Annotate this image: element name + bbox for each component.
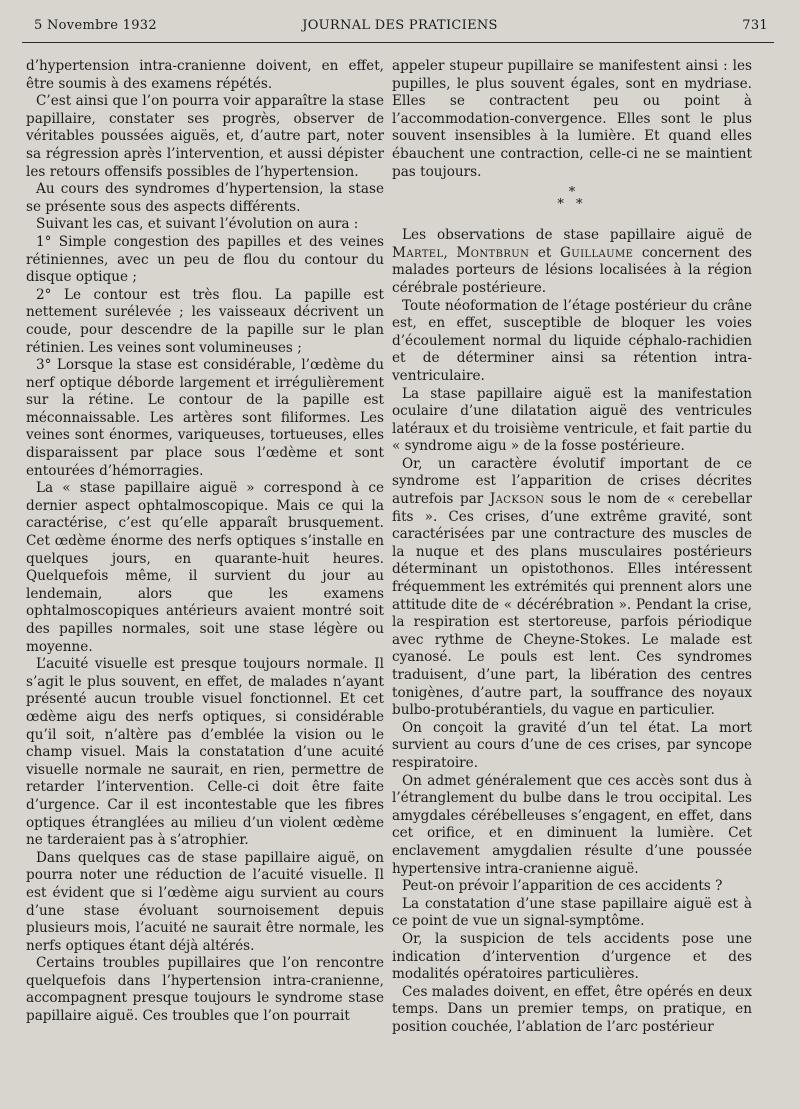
header-rule — [22, 42, 774, 43]
paragraph: Certains troubles pupillaires que l’on rencontre quelquefois dans l’hypertension intra-cranienne, accompagnent presque toujours le syndrome stase papillaire aiguë. Ces troubles que l’on pourrait — [26, 955, 384, 1025]
observations-conjunction: et — [537, 244, 552, 261]
paragraph: Au cours des syndromes d’hypertension, la stase se présente sous des aspects différents. — [26, 181, 384, 215]
separator-bottom: * * — [557, 197, 587, 213]
author-montbrun: Montbrun — [456, 244, 530, 261]
list-item: 2° Le contour est très flou. La papille est nettement surélevée ; les vaisseaux décrivent un coude, pour descendre de la papille sur le plan rétinien. Les veines sont volumineuses ; — [26, 286, 384, 356]
paragraph: On conçoit la gravité d’un tel état. La mort survient au cours d’une de ces crises, par syncope respiratoire. — [392, 719, 752, 771]
paragraph: La stase papillaire aiguë est la manifestation oculaire d’une dilatation aiguë des ventricules latéraux et du troisième ventricule, et fait partie du « syndrome aigu » de la fosse postérieure. — [392, 385, 752, 455]
paragraph: Ces malades doivent, en effet, être opérés en deux temps. Dans un premier temps, on pratique, en position couchée, l’ablation de l’arc postérieur — [392, 983, 752, 1035]
paragraph-jackson — [392, 456, 752, 720]
author-martel: Martel — [392, 244, 444, 261]
section-separator — [392, 187, 752, 211]
paragraph-observations: Les observations de stase papillaire aiguë de Martel, Montbrun et Guillaume concernent des malades porteurs de lésions localisées à la région cérébrale postérieure. — [392, 227, 752, 296]
paragraph: C’est ainsi que l’on pourra voir apparaître la stase papillaire, constater ses progrès, observer de véritables poussées aiguës, et, d’autre part, noter sa régression après l’intervention, et aussi dépister les retours offensifs possibles de l’hypertension. — [26, 93, 384, 180]
paragraph: L’acuité visuelle est presque toujours normale. Il s’agit le plus souvent, en effet, de malades n’ayant présenté aucun trouble visuel fonctionnel. Et cet œdème aigu des nerfs optiques, si considérable qu’il soit, n’altère pas d’emblée la vision ou le champ visuel. Mais la constatation d’une acuité visuelle normale ne saurait, en rien, permettre de retarder l’intervention. Celle-ci doit être faite d’urgence. Car il est incontestable que les fibres optiques étranglées au milieu d’un violent œdème ne tarderaient pas à s’atrophier. — [26, 656, 384, 849]
author-jackson: Jackson — [489, 491, 545, 508]
separator-top: * — [568, 185, 576, 201]
paragraph: Peut-on prévoir l’apparition de ces accidents ? — [402, 878, 723, 895]
paragraph: On admet généralement que ces accès sont dus à l’étranglement du bulbe dans le trou occipital. Les amygdales cérébelleuses s’engagent, en effet, dans cet orifice, et en diminuent la lumière. Cet enclavement amygdalien résulte d’une poussée hypertensive intra-cranienne aiguë. — [392, 772, 752, 877]
paragraph: Dans quelques cas de stase papillaire aiguë, on pourra noter une réduction de l’acuité visuelle. Il est évident que si l’œdème aigu survient au cours d’une stase évoluant sournoisement depuis plusieurs mois, l’acuité ne saurait être normale, les nerfs optiques étant déjà altérés. — [26, 849, 384, 954]
paragraph: La constatation d’une stase papillaire aiguë est à ce point de vue un signal-symptôme. — [392, 895, 752, 930]
list-item: 1° Simple congestion des papilles et des veines rétiniennes, avec un peu de flou du contour du disque optique ; — [26, 233, 384, 286]
author-guillaume: Guillaume — [559, 244, 634, 261]
paragraph: Toute néoformation de l’étage postérieur du crâne est, en effet, susceptible de bloquer les voies d’écoulement normal du liquide céphalo-rachidien et de déterminer ainsi sa rétention intra-ventriculaire. — [392, 297, 752, 384]
page-number: 731 — [742, 18, 768, 33]
paragraph: La « stase papillaire aiguë » correspond à ce dernier aspect ophtalmoscopique. Mais ce qui la caractérise, c’est qu’elle apparaît brusquement. Cet œdème énorme des nerfs optiques s’installe en quelques jours, en quarante-huit heures. Quelquefois même, il survient du jour au lendemain, alors que les examens ophtalmoscopiques antérieurs avaient montré soit des papilles normales, soit une stase légère ou moyenne. — [26, 480, 384, 655]
journal-title: JOURNAL DES PRATICIENS — [302, 18, 498, 33]
page-header — [30, 18, 770, 40]
paragraph: Suivant les cas, et suivant l’évolution on aura : — [36, 216, 359, 233]
jackson-text: Or, un caractère évolutif important de ce syndrome est l’apparition de crises décrites autrefois par — [392, 455, 752, 508]
observations-text-end: concernent des malades porteurs de lésions localisées à la région cérébrale postérieure. — [392, 244, 752, 296]
paragraph: d’hypertension intra-cranienne doivent, en effet, être soumis à des examens répétés. — [26, 58, 384, 92]
right-column — [392, 58, 752, 1036]
left-column — [26, 58, 384, 1026]
paragraph: appeler stupeur pupillaire se manifestent ainsi : les pupilles, le plus souvent égales, sont en mydriase. Elles se contractent peu ou point à l’accommodation-convergence. Elles sont le plus souvent insensibles à la lumière. Et quand elles ébauchent une contraction, celle-ci ne se maintient pas toujours. — [392, 58, 752, 180]
observations-text: Les observations de stase papillaire aiguë de — [402, 227, 752, 244]
list-item: 3° Lorsque la stase est considérable, l’œdème du nerf optique déborde largement et irrégulièrement sur la rétine. Le contour de la papille est méconnaissable. Les artères sont filiformes. Les veines sont énormes, variqueuses, tortueuses, elles disparaissent par place sous l’œdème et sont entourées d’hémorragies. — [26, 357, 384, 479]
header-date: 5 Novembre 1932 — [34, 18, 157, 33]
jackson-text-end: sous le nom de « cerebellar fits ». Ces crises, d’une extrême gravité, sont caractérisées par une contracture des muscles de la nuque et des plans musculaires postérieurs déterminant un opistothonos. Elles intéressent fréquemment les extrémités qui prennent alors une attitude dite de « décérébration ». Pendant la crise, la respiration est stertoreuse, parfois périodique avec rythme de Cheyne-Stokes. Le malade est cyanosé. Le pouls est lent. Ces syndromes traduisent, d’une part, la libération des centres tonigènes, d’autre part, la souffrance des noyaux bulbo-protubérantiels, du vague en particulier. — [392, 491, 752, 719]
paragraph: Or, la suspicion de tels accidents pose une indication d’intervention d’urgence et des modalités opératoires particulières. — [392, 930, 752, 983]
